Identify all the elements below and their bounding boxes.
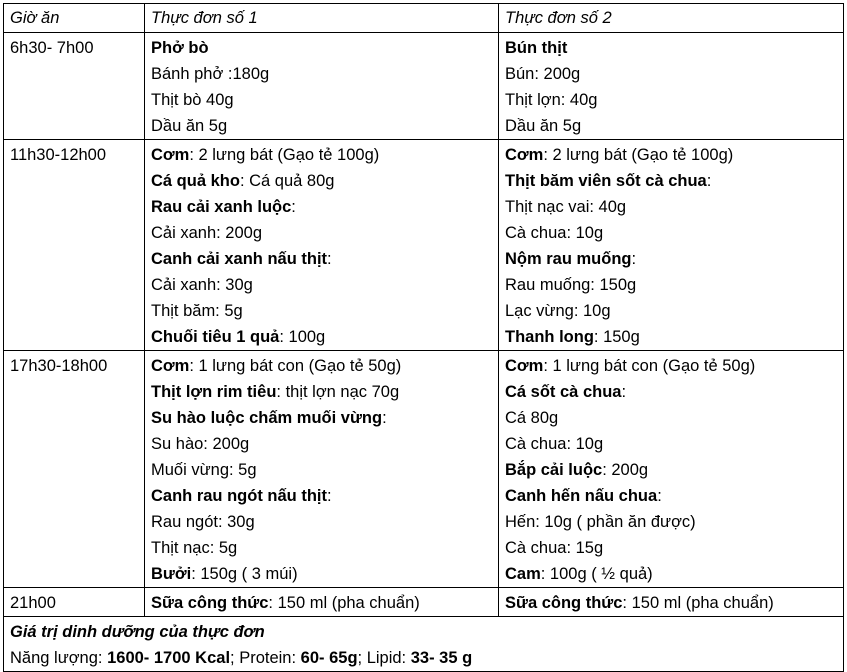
- dish-name: Su hào luộc chấm muối vừng: [151, 409, 383, 427]
- dish-name: Nộm rau muống: [505, 250, 632, 268]
- dish-detail: :: [382, 409, 387, 427]
- meal-time-cell: [4, 33, 145, 140]
- menu-line: [151, 272, 492, 298]
- dish-name: Cơm: [151, 357, 190, 375]
- dish-detail: :: [326, 487, 332, 505]
- dish-detail: Thịt bò 40g: [151, 91, 234, 109]
- dish-detail: : 150 ml (pha chuẩn): [622, 594, 774, 612]
- energy-value: 1600- 1700 Kcal: [107, 649, 231, 667]
- dish-detail: : 150 ml (pha chuẩn): [268, 594, 420, 612]
- menu-2-cell: [499, 351, 844, 588]
- dish-name: Thanh long: [505, 328, 594, 346]
- dish-name: Canh rau ngót nấu thịt: [151, 487, 327, 505]
- table-header-row: [4, 4, 844, 33]
- dish-detail: :: [327, 250, 332, 268]
- menu-line: [505, 509, 837, 535]
- dish-detail: : Cá quả 80g: [239, 172, 335, 190]
- menu-line: [151, 561, 492, 587]
- menu-line: [505, 35, 837, 61]
- meal-rows: [4, 33, 844, 617]
- menu-line: [151, 457, 492, 483]
- table-row: [4, 588, 844, 617]
- dish-name: Cơm: [151, 146, 190, 164]
- dish-name: Canh cải xanh nấu thịt: [151, 250, 328, 268]
- meal-time-cell: [4, 140, 145, 351]
- dish-name: Bắp cải luộc: [505, 461, 603, 479]
- dish-detail: : 100g ( ½ quả): [540, 565, 653, 583]
- menu-2-cell: [499, 140, 844, 351]
- dish-detail: Cá 80g: [505, 409, 559, 427]
- dish-name: Sữa công thức: [151, 594, 269, 612]
- menu-line: [151, 353, 492, 379]
- menu-line: [151, 324, 492, 350]
- menu-line: [151, 590, 492, 616]
- menu-line: [151, 194, 492, 220]
- dish-detail: :: [621, 383, 627, 401]
- menu-1-cell: [145, 351, 499, 588]
- table-row: [4, 351, 844, 588]
- meal-plan-table: [3, 3, 844, 672]
- menu-line: [151, 379, 492, 405]
- menu-line: [505, 246, 837, 272]
- menu-line: [505, 113, 837, 139]
- dish-name: Cá sốt cà chua: [505, 383, 622, 401]
- dish-detail: Dầu ăn 5g: [151, 117, 228, 135]
- nutrition-footer: [4, 617, 844, 672]
- dish-detail: : 2 lưng bát (Gạo tẻ 100g): [543, 146, 734, 164]
- dish-name: Bún thịt: [505, 39, 568, 57]
- dish-detail: :: [291, 198, 296, 216]
- dish-detail: Thịt lợn: 40g: [505, 91, 598, 109]
- lipid-label: ; Lipid:: [357, 649, 411, 667]
- protein-value: 60- 65g: [300, 649, 358, 667]
- meal-time: 6h30- 7h00: [10, 39, 94, 57]
- dish-detail: Bún: 200g: [505, 65, 581, 83]
- menu-line: [505, 431, 837, 457]
- dish-detail: Hến: 10g ( phần ăn được): [505, 513, 696, 531]
- dish-detail: Su hào: 200g: [151, 435, 250, 453]
- nutrition-footer-row: [4, 617, 844, 672]
- menu-line: [505, 483, 837, 509]
- menu-line: [505, 168, 837, 194]
- dish-name: Thịt băm viên sốt cà chua: [505, 172, 707, 190]
- protein-label: ; Protein:: [230, 649, 301, 667]
- dish-detail: Cà chua: 15g: [505, 539, 604, 557]
- menu-line: [151, 168, 492, 194]
- table-row: [4, 140, 844, 351]
- dish-detail: : 2 lưng bát (Gạo tẻ 100g): [189, 146, 380, 164]
- header-menu-1: Thực đơn số 1: [145, 4, 499, 33]
- dish-detail: : 150g ( 3 múi): [191, 565, 298, 583]
- menu-line: [151, 113, 492, 139]
- dish-detail: : thịt lợn nạc 70g: [276, 383, 400, 401]
- lipid-value: 33- 35 g: [410, 649, 473, 667]
- dish-name: Phở bò: [151, 39, 209, 57]
- menu-line: [505, 142, 837, 168]
- menu-line: [505, 272, 837, 298]
- menu-line: [151, 431, 492, 457]
- menu-line: [151, 142, 492, 168]
- dish-detail: Cà chua: 10g: [505, 435, 604, 453]
- menu-line: [505, 61, 837, 87]
- dish-detail: :: [631, 250, 637, 268]
- menu-line: [151, 535, 492, 561]
- menu-2-cell: [499, 588, 844, 617]
- dish-detail: : 200g: [602, 461, 649, 479]
- menu-1-cell: [145, 588, 499, 617]
- menu-2-cell: [499, 33, 844, 140]
- menu-line: [505, 561, 837, 587]
- menu-line: [505, 324, 837, 350]
- dish-detail: :: [657, 487, 662, 505]
- menu-line: [505, 194, 837, 220]
- meal-time-cell: [4, 588, 145, 617]
- dish-detail: Thịt nạc vai: 40g: [505, 198, 627, 216]
- menu-line: [505, 379, 837, 405]
- dish-detail: Rau muống: 150g: [505, 276, 637, 294]
- dish-detail: Lạc vừng: 10g: [505, 302, 611, 320]
- menu-line: [505, 535, 837, 561]
- menu-line: [151, 246, 492, 272]
- dish-detail: : 1 lưng bát con (Gạo tẻ 50g): [543, 357, 756, 375]
- dish-detail: : 150g: [593, 328, 640, 346]
- dish-detail: Dầu ăn 5g: [505, 117, 582, 135]
- dish-detail: Thịt nạc: 5g: [151, 539, 238, 557]
- menu-line: [505, 353, 837, 379]
- nutrition-values: [10, 645, 837, 671]
- meal-time: 11h30-12h00: [10, 146, 107, 164]
- dish-detail: Cải xanh: 200g: [151, 224, 262, 242]
- menu-line: [151, 220, 492, 246]
- meal-time-cell: [4, 351, 145, 588]
- energy-label: Năng lượng:: [10, 649, 108, 667]
- dish-name: Cam: [505, 565, 541, 583]
- dish-detail: Thịt băm: 5g: [151, 302, 243, 320]
- header-menu-2: Thực đơn số 2: [499, 4, 844, 33]
- dish-detail: Bánh phở :180g: [151, 65, 270, 83]
- menu-line: [505, 457, 837, 483]
- menu-line: [151, 61, 492, 87]
- header-time: Giờ ăn: [4, 4, 145, 33]
- meal-time: 17h30-18h00: [10, 357, 108, 375]
- dish-name: Cá quả kho: [151, 172, 240, 190]
- meal-time: 21h00: [10, 594, 56, 612]
- menu-line: [151, 298, 492, 324]
- menu-1-cell: [145, 140, 499, 351]
- menu-line: [151, 35, 492, 61]
- menu-line: [505, 220, 837, 246]
- dish-name: Chuối tiêu 1 quả: [151, 328, 280, 346]
- dish-detail: Cà chua: 10g: [505, 224, 604, 242]
- dish-detail: Muối vừng: 5g: [151, 461, 257, 479]
- dish-detail: : 100g: [279, 328, 326, 346]
- dish-detail: Rau ngót: 30g: [151, 513, 255, 531]
- dish-name: Rau cải xanh luộc: [151, 198, 292, 216]
- dish-name: Canh hến nấu chua: [505, 487, 658, 505]
- dish-detail: : 1 lưng bát con (Gạo tẻ 50g): [189, 357, 402, 375]
- menu-line: [505, 87, 837, 113]
- dish-name: Sữa công thức: [505, 594, 623, 612]
- menu-line: [151, 405, 492, 431]
- menu-line: [505, 405, 837, 431]
- dish-detail: Cải xanh: 30g: [151, 276, 253, 294]
- menu-line: [505, 298, 837, 324]
- menu-line: [151, 87, 492, 113]
- menu-line: [151, 483, 492, 509]
- dish-name: Cơm: [505, 357, 544, 375]
- nutrition-title: Giá trị dinh dưỡng của thực đơn: [10, 623, 265, 641]
- dish-detail: :: [706, 172, 712, 190]
- dish-name: Thịt lợn rim tiêu: [151, 383, 277, 401]
- table-row: [4, 33, 844, 140]
- menu-1-cell: [145, 33, 499, 140]
- dish-name: Cơm: [505, 146, 544, 164]
- dish-name: Bưởi: [151, 565, 192, 583]
- menu-line: [505, 590, 837, 616]
- menu-line: [151, 509, 492, 535]
